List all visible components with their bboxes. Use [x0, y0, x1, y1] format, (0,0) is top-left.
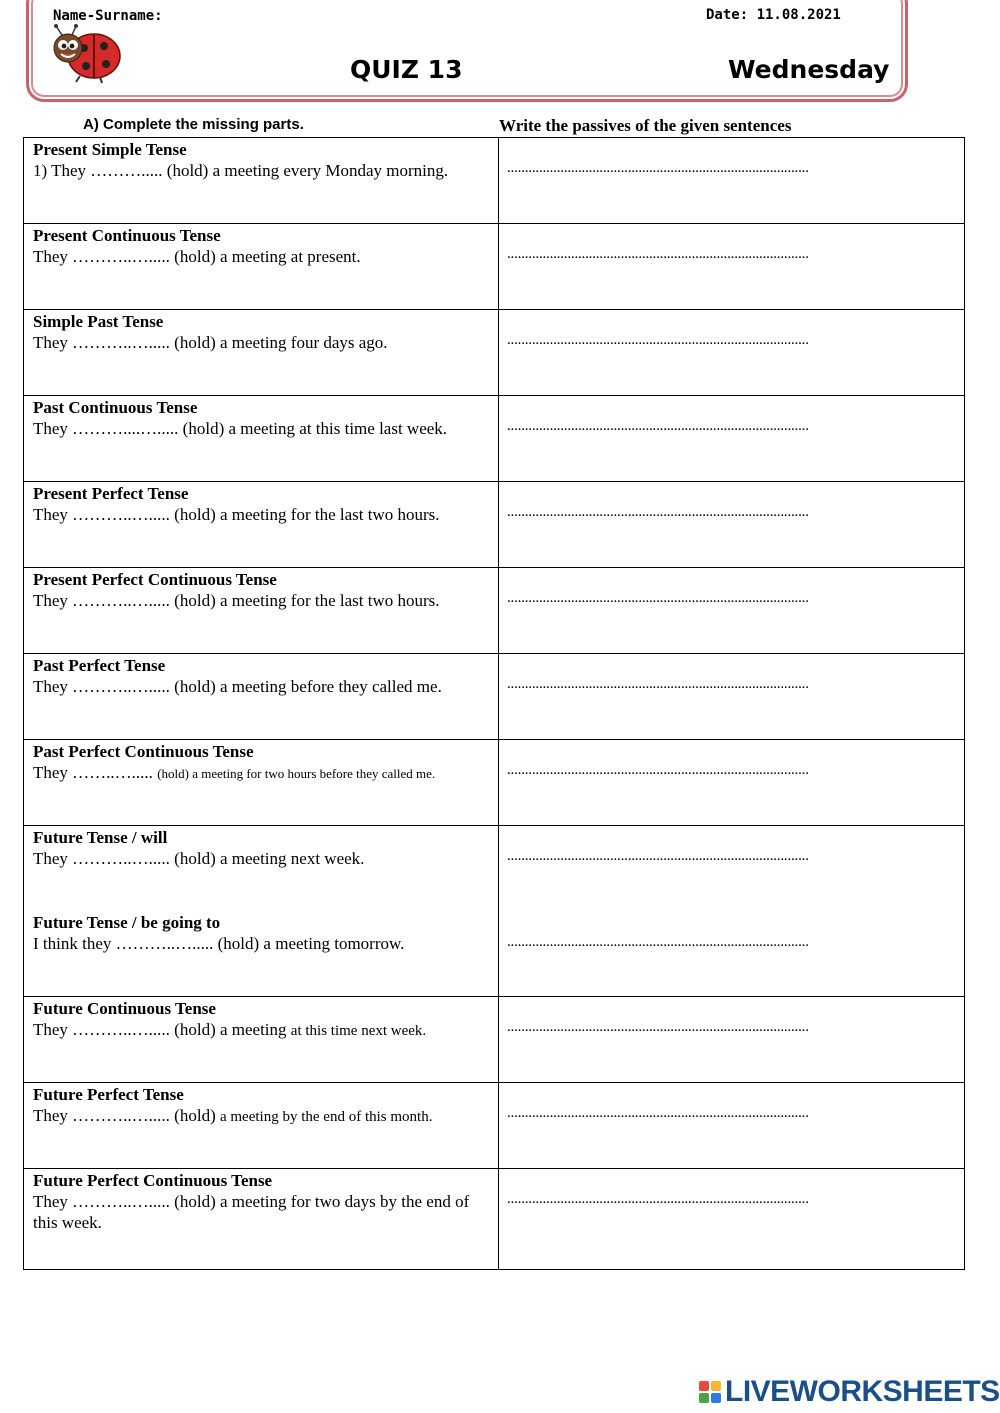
tense-name: Future Perfect Continuous Tense: [33, 1171, 273, 1190]
sentence: They ………..…..... (hold) a meeting for the last two hours.: [33, 591, 440, 610]
question-cell: [24, 1083, 499, 1168]
question-cell: [24, 224, 499, 309]
tense-name: Past Perfect Tense: [33, 656, 166, 675]
sentence: 1) They ………..... (hold) a meeting every Monday morning.: [33, 161, 449, 180]
tense-name: Present Continuous Tense: [33, 226, 221, 245]
answer-line[interactable]: .....................................................................................: [507, 762, 809, 778]
sentence-start: They ……..….....: [33, 763, 158, 782]
answer-line[interactable]: .....................................................................................: [507, 1105, 809, 1121]
answer-cell[interactable]: [499, 1083, 964, 1168]
table-row: [24, 224, 964, 310]
instructions-left: A) Complete the missing parts.: [83, 116, 304, 133]
answer-cell[interactable]: [499, 654, 964, 739]
sentence: They ………..…..... (hold) a meeting for two days by the end of this week.: [33, 1192, 470, 1232]
instructions-right: Write the passives of the given sentences: [499, 116, 792, 135]
sentence: They ………..…..... (hold) a meeting before they called me.: [33, 677, 442, 696]
table-row: [24, 997, 964, 1083]
day-label: Wednesday: [728, 55, 890, 84]
sentence: They ………....…..... (hold) a meeting at this time last week.: [33, 419, 448, 438]
tense-name: Future Perfect Tense: [33, 1085, 184, 1104]
liveworksheets-logo[interactable]: [699, 1374, 1000, 1410]
answer-line[interactable]: .....................................................................................: [507, 934, 809, 950]
answer-line[interactable]: .....................................................................................: [507, 418, 809, 434]
table-row: [24, 654, 964, 740]
answer-line[interactable]: .....................................................................................: [507, 676, 809, 692]
logo-square: [699, 1381, 709, 1391]
question-cell: [24, 826, 499, 996]
logo-square: [711, 1381, 721, 1391]
sub-question: [33, 912, 498, 954]
sentence: [33, 1105, 498, 1128]
answer-line[interactable]: .....................................................................................: [507, 332, 809, 348]
table-row: [24, 138, 964, 224]
table-row: [24, 396, 964, 482]
table-row: [24, 310, 964, 396]
logo-mark-icon: [699, 1381, 721, 1403]
name-surname-label: Name-Surname:: [53, 8, 163, 24]
answer-line[interactable]: .....................................................................................: [507, 160, 809, 176]
ladybug-icon: [48, 24, 124, 84]
tense-name: Past Continuous Tense: [33, 398, 198, 417]
question-cell: [24, 997, 499, 1082]
sentence: [33, 1019, 498, 1042]
tense-name: Future Continuous Tense: [33, 999, 216, 1018]
question-cell: [24, 138, 499, 223]
quiz-table: [23, 137, 965, 1270]
tense-name: Present Simple Tense: [33, 140, 187, 159]
answer-cell[interactable]: [499, 138, 964, 223]
question-cell: [24, 1169, 499, 1269]
tense-name: Present Perfect Continuous Tense: [33, 570, 277, 589]
table-row: [24, 568, 964, 654]
answer-cell[interactable]: [499, 568, 964, 653]
answer-line[interactable]: .....................................................................................: [507, 1019, 809, 1035]
question-cell: [24, 396, 499, 481]
question-cell: [24, 740, 499, 825]
sentence: They ………..…..... (hold) a meeting for the last two hours.: [33, 505, 440, 524]
table-row: [24, 826, 964, 997]
answer-cell[interactable]: [499, 826, 964, 996]
answer-line[interactable]: .....................................................................................: [507, 504, 809, 520]
answer-line[interactable]: .....................................................................................: [507, 1191, 809, 1207]
tense-name: Future Tense / will: [33, 828, 168, 847]
answer-cell[interactable]: [499, 224, 964, 309]
answer-cell[interactable]: [499, 310, 964, 395]
answer-cell[interactable]: [499, 1169, 964, 1269]
tense-name: Present Perfect Tense: [33, 484, 189, 503]
sentence-start: They ………..…..... (hold) a meeting: [33, 1020, 291, 1039]
sentence: [33, 762, 498, 784]
answer-cell[interactable]: [499, 997, 964, 1082]
quiz-title: QUIZ 13: [350, 55, 463, 84]
sentence-tail: (hold) a meeting for two hours before they called me.: [157, 766, 436, 781]
question-cell: [24, 654, 499, 739]
question-cell: [24, 310, 499, 395]
answer-line[interactable]: .....................................................................................: [507, 246, 809, 262]
table-row: [24, 1169, 964, 1269]
table-row: [24, 1083, 964, 1169]
tense-name: Future Tense / be going to: [33, 913, 221, 932]
table-row: [24, 482, 964, 568]
logo-square: [699, 1393, 709, 1403]
logo-text: LIVEWORKSHEETS: [725, 1375, 1000, 1408]
sentence: They ………..…..... (hold) a meeting next week.: [33, 849, 365, 868]
logo-square: [711, 1393, 721, 1403]
sentence-start: They ………..…..... (hold): [33, 1106, 220, 1125]
answer-cell[interactable]: [499, 482, 964, 567]
answer-line[interactable]: .....................................................................................: [507, 848, 809, 864]
tense-name: Simple Past Tense: [33, 312, 164, 331]
question-cell: [24, 568, 499, 653]
answer-cell[interactable]: [499, 396, 964, 481]
sentence: They ………..…..... (hold) a meeting at present.: [33, 247, 361, 266]
tense-name: Past Perfect Continuous Tense: [33, 742, 254, 761]
table-row: [24, 740, 964, 826]
sentence: I think they ………..…..... (hold) a meeting tomorrow.: [33, 934, 405, 953]
sentence: They ………..…..... (hold) a meeting four days ago.: [33, 333, 388, 352]
sentence-tail: at this time next week.: [290, 1023, 427, 1039]
answer-cell[interactable]: [499, 740, 964, 825]
sentence-tail: a meeting by the end of this month.: [219, 1109, 433, 1125]
answer-line[interactable]: .....................................................................................: [507, 590, 809, 606]
question-cell: [24, 482, 499, 567]
date-label: Date: 11.08.2021: [706, 7, 841, 23]
